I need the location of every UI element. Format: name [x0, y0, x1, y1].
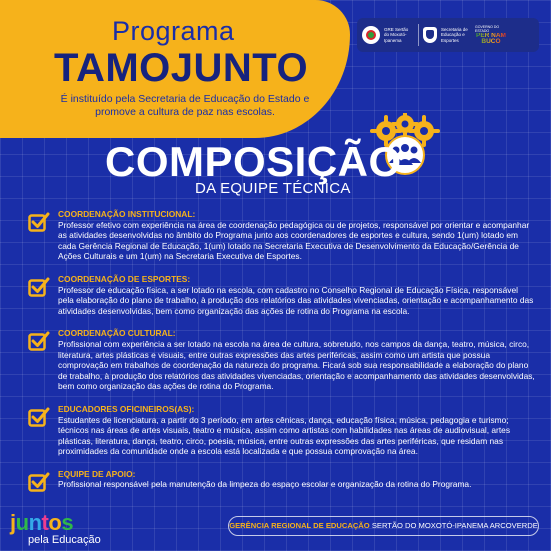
section-title: EQUIPE DE APOIO:: [58, 468, 136, 479]
footer-gre-region: SERTÃO DO MOXOTÓ-IPANEMA ARCOVERDE: [371, 521, 538, 530]
checkbox-check-icon: [28, 211, 50, 233]
footer-gre-bar: [228, 516, 539, 536]
checkbox-check-icon: [28, 471, 50, 493]
section-text: Professor efetivo com experiência na área de coordenação pedagógica ou de projetos, responsável por orientar e acompanhar as atividades desenvolvidas no âmbito do Programa junto aos coordenadores de esportes e cultura, sendo 1(um) lotado em cada Gerência Regional de Educação, 1(um) lotado na Secretaria Executiva de Desenvolvimento da Educação/Gerência de Ações Culturais e um 1(um) na Secretaria Executiva de Esportes.: [58, 219, 530, 262]
page-subtitle: DA EQUIPE TÉCNICA: [195, 180, 351, 197]
secretaria-logo-text: Secretaria de Educação e Esportes: [441, 26, 468, 43]
juntos-wordmark: juntos: [10, 510, 74, 535]
program-label: Programa: [112, 16, 235, 46]
juntos-tagline: pela Educação: [28, 534, 101, 546]
section-text: Profissional responsável pela manutenção da limpeza do espaço escolar e organização da rotina do Programa.: [58, 479, 472, 490]
section-coordenacao-cultural: [28, 328, 536, 392]
pernambuco-logo-small: GOVERNO DO ESTADO: [475, 24, 500, 33]
footer-gre-label: GERÊNCIA REGIONAL DE EDUCAÇÃO: [229, 521, 370, 530]
logo-divider: [418, 24, 419, 46]
juntos-pela-educacao-logo: [10, 512, 101, 546]
logos-bar: [357, 18, 539, 52]
state-seal-icon: [423, 27, 437, 43]
section-coordenacao-esportes: [28, 274, 536, 316]
program-name: TAMOJUNTO: [54, 46, 309, 90]
section-text: Estudantes de licenciatura, a partir do 3 período, em artes cênicas, dança, educação física, música, pedagogia e turismo; técnicos nas áreas de artes visuais, teatro e música, assim como artistas com habilidades nas áreas de audiovisual, artes plásticas, literatura, dança, teatro, circo, poesia, música, entre outras expressões das artes periféricas, que residam nas proximidades da comunidade onde a escola está localizada e que possua comprovação na área.: [58, 414, 511, 457]
section-title: EDUCADORES OFICINEIROS(AS):: [58, 403, 195, 414]
section-coordenacao-institucional: [28, 209, 536, 262]
pernambuco-logo: [475, 25, 507, 46]
program-description: É instituído pela Secretaria de Educação do Estado e promove a cultura de paz nas escolas.: [60, 93, 310, 118]
checkbox-check-icon: [28, 276, 50, 298]
section-educadores-oficineiros: [28, 404, 536, 457]
gre-logo-icon: [362, 26, 380, 44]
section-text: Profissional com experiência a ser lotado na escola na área de cultura, sobretudo, nos campos da dança, teatro, música, circo, literatura, artes plásticas e visuais, entre outras expressões das artes periféricas, assim como um artista que possua comprovação em trabalhos de coordenação da natureza do programa. Ficará sob sua responsabilidade a elaboração do plano de trabalho, à produção dos relatórios das atividades vivenciadas, orientação e acompanhamento das atividades desenvolvidas, bem como organização das ações de rotina do Programa.: [58, 338, 535, 392]
section-title: COORDENAÇÃO DE ESPORTES:: [58, 273, 191, 284]
section-title: COORDENAÇÃO INSTITUCIONAL:: [58, 209, 196, 219]
pernambuco-logo-name: PER NAM BUCO: [476, 31, 506, 45]
checkbox-check-icon: [28, 330, 50, 352]
section-text: Professor de educação física, a ser lotado na escola, com cadastro no Conselho Regional de Educação Física, responsável pela elaboração do plano de trabalho, à produção dos relatórios das atividades vivenciadas, orientação e acompanhamento das atividades desenvolvidas, bem como organização das ações de rotina do Programa na escola.: [58, 284, 534, 316]
section-equipe-apoio: [28, 469, 536, 490]
gre-logo-text: GRE Sertão do Moxotó-Ipanema: [384, 26, 409, 43]
checkbox-check-icon: [28, 406, 50, 428]
team-sections: [28, 209, 536, 490]
section-title: COORDENAÇÃO CULTURAL:: [58, 328, 176, 339]
page-title: COMPOSIÇÃO: [105, 138, 402, 185]
